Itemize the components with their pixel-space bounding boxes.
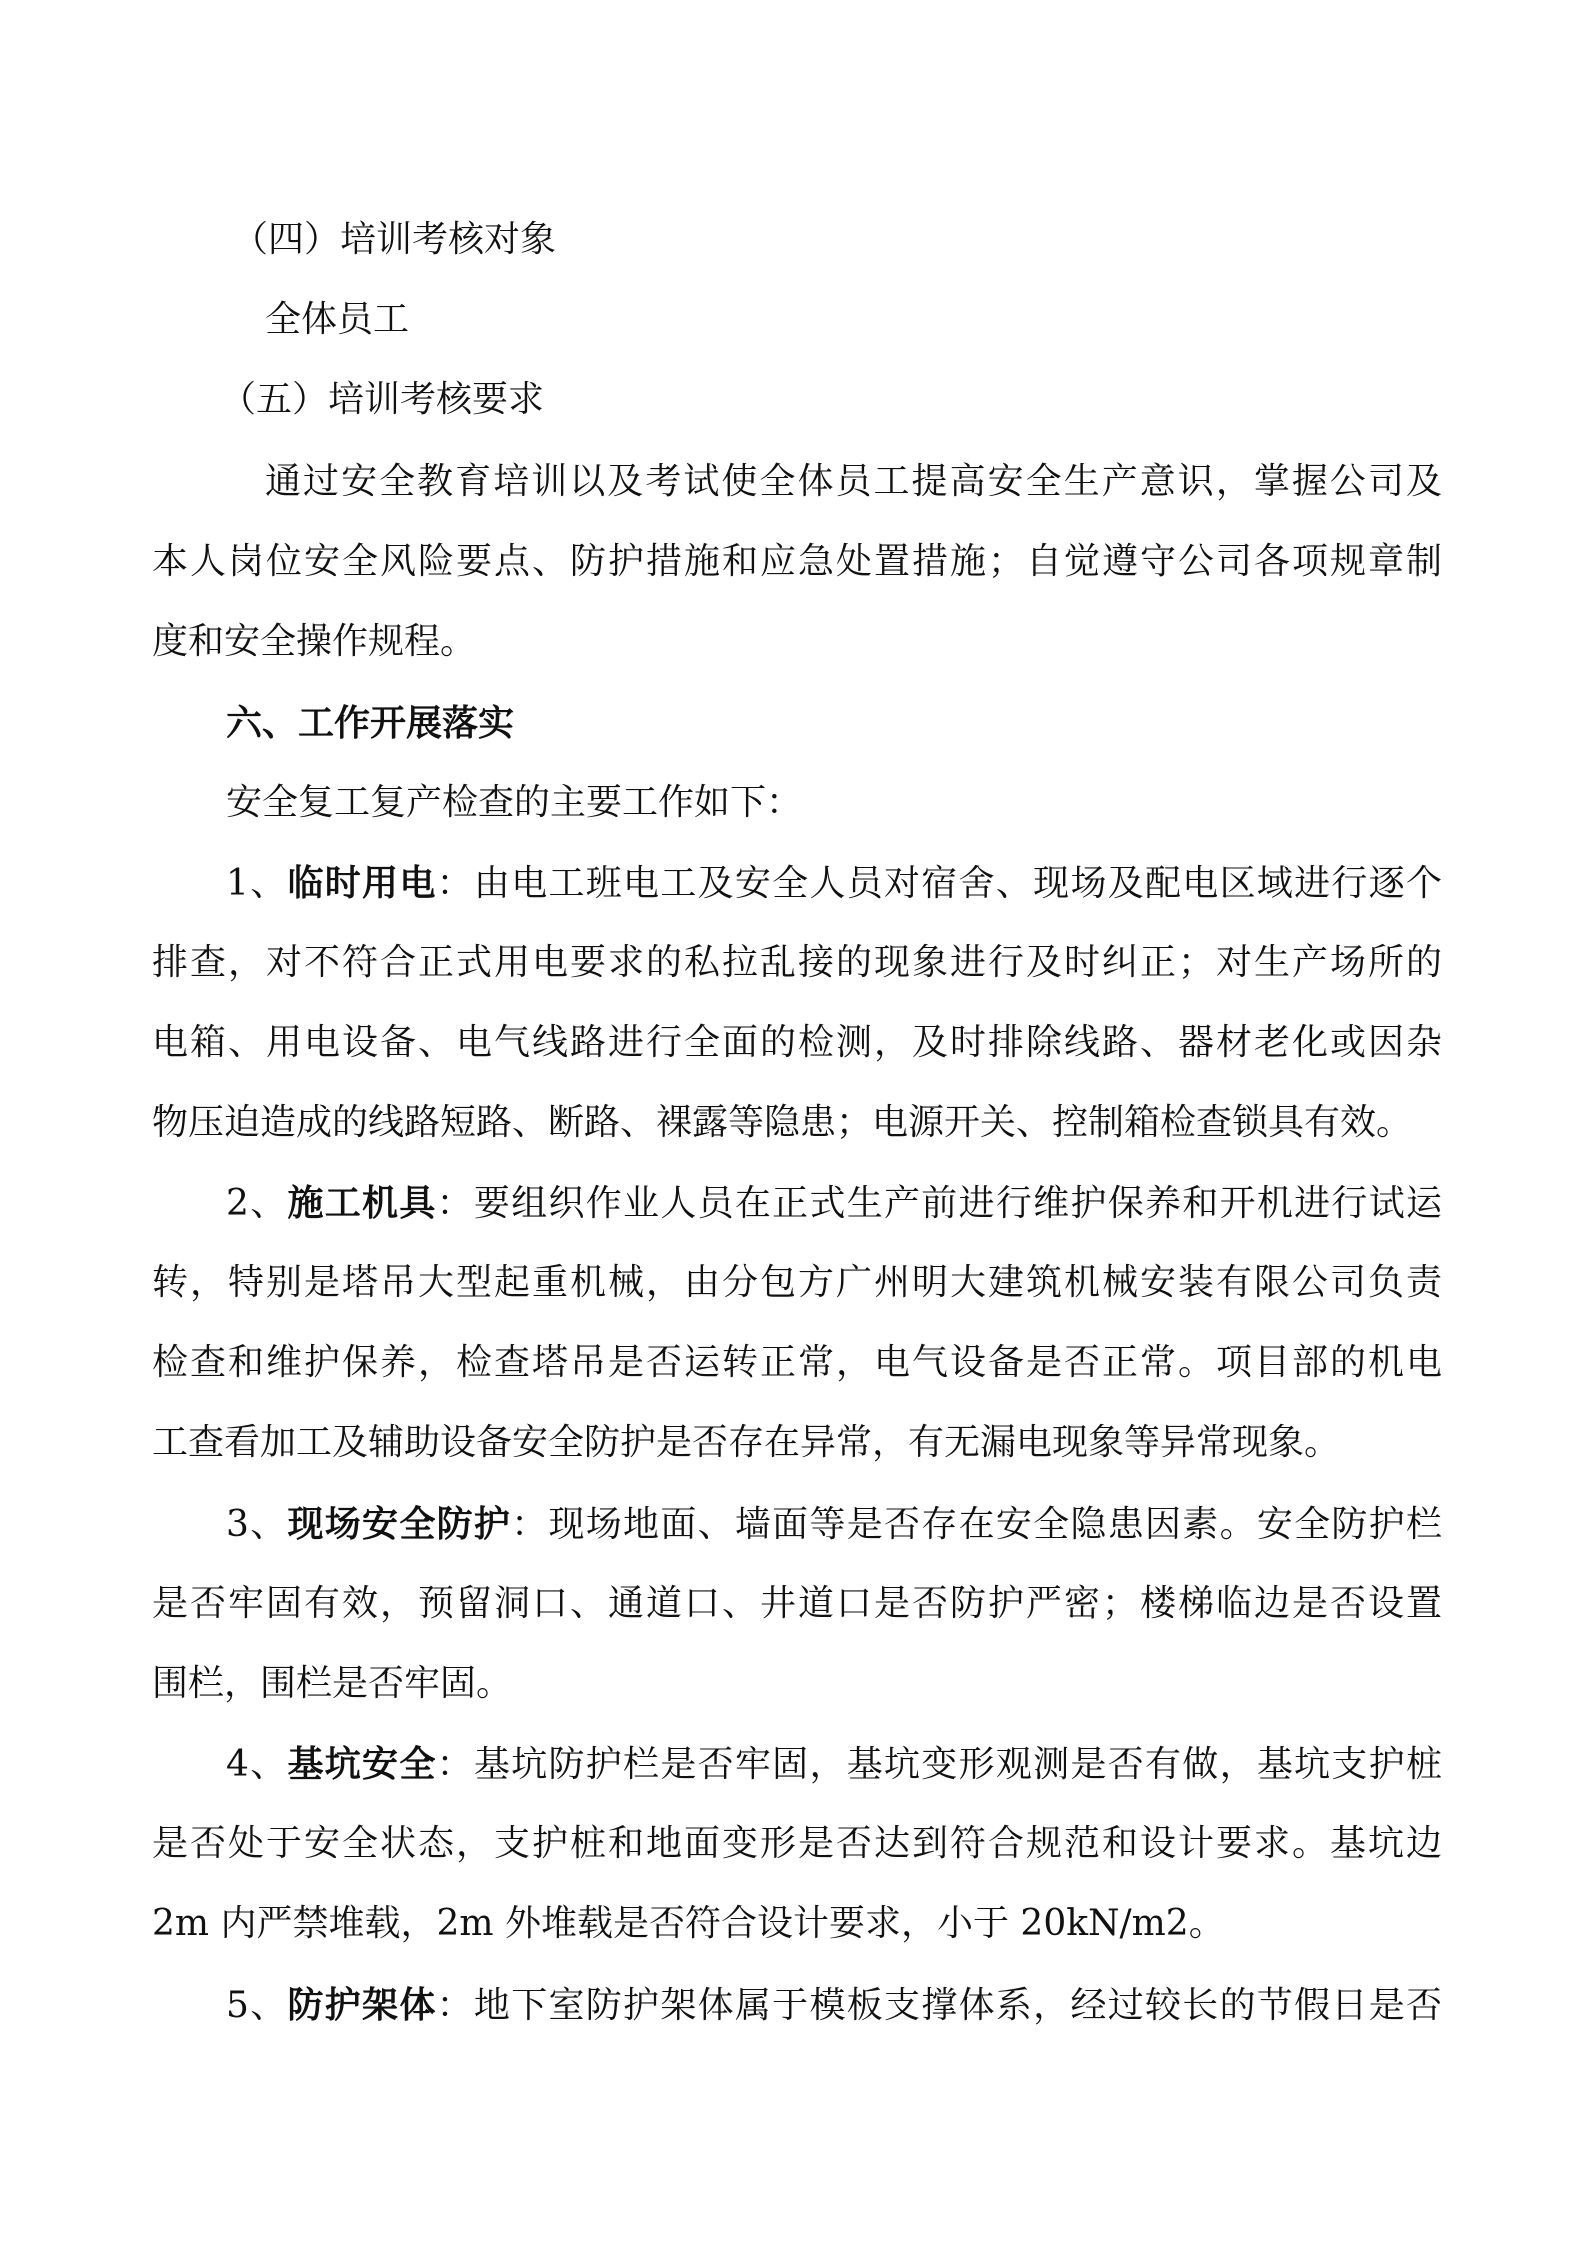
section5-body-line: 通过安全教育培训以及考试使全体员工提高安全生产意识，掌握公司及 xyxy=(265,461,1442,502)
item-title: 基坑安全 xyxy=(287,1743,437,1785)
item-number: 3、 xyxy=(226,1504,288,1545)
section6-intro: 安全复工复产检查的主要工作如下： xyxy=(226,782,803,823)
item-title: 施工机具 xyxy=(287,1182,437,1224)
list-item-line: 转，特别是塔吊大型起重机械，由分包方广州明大建筑机械安装有限公司负责 xyxy=(152,1262,1442,1303)
item-number: 5、 xyxy=(226,1985,288,2026)
item-title: 现场安全防护 xyxy=(287,1503,512,1545)
item-text: ：现场地面、墙面等是否存在安全隐患因素。安全防护栏 xyxy=(511,1504,1442,1545)
item-title: 防护架体 xyxy=(287,1984,437,2026)
section5-heading: （五）培训考核要求 xyxy=(220,379,545,420)
list-item-line: 是否处于安全状态，支护桩和地面变形是否达到符合规范和设计要求。基坑边 xyxy=(152,1823,1442,1864)
item-text: ：地下室防护架体属于模板支撑体系，经过较长的节假日是否 xyxy=(436,1985,1442,2026)
list-item-line: 围栏，围栏是否牢固。 xyxy=(152,1663,513,1704)
section4-heading: （四）培训考核对象 xyxy=(232,219,557,260)
list-item-line: 电箱、用电设备、电气线路进行全面的检测，及时排除线路、器材老化或因杂 xyxy=(152,1022,1442,1063)
list-item-line: 工查看加工及辅助设备安全防护是否存在异常，有无漏电现象等异常现象。 xyxy=(152,1422,1341,1463)
item-title: 临时用电 xyxy=(287,862,437,904)
list-item-first-line xyxy=(226,1502,1442,1547)
section5-body-line: 度和安全操作规程。 xyxy=(152,621,477,662)
item-text: ：由电工班电工及安全人员对宿舍、现场及配电区域进行逐个 xyxy=(436,863,1442,904)
list-item-line: 2m 内严禁堆载，2m 外堆载是否符合设计要求，小于 20kN/m2。 xyxy=(152,1903,1225,1944)
list-item-line: 排查，对不符合正式用电要求的私拉乱接的现象进行及时纠正；对生产场所的 xyxy=(152,942,1442,983)
item-number: 4、 xyxy=(226,1744,288,1785)
item-number: 2、 xyxy=(226,1183,288,1224)
list-item-first-line xyxy=(226,1983,1442,2028)
section6-heading: 六、工作开展落实 xyxy=(226,702,515,744)
list-item-line: 是否牢固有效，预留洞口、通道口、井道口是否防护严密；楼梯临边是否设置 xyxy=(152,1583,1442,1624)
item-number: 1、 xyxy=(226,863,288,904)
list-item-first-line xyxy=(226,1742,1442,1787)
section5-body-line: 本人岗位安全风险要点、防护措施和应急处置措施；自觉遵守公司各项规章制 xyxy=(152,541,1442,582)
list-item-line: 检查和维护保养，检查塔吊是否运转正常，电气设备是否正常。项目部的机电 xyxy=(152,1342,1442,1383)
section4-body: 全体员工 xyxy=(265,299,410,340)
list-item-first-line xyxy=(226,861,1442,906)
list-item-first-line xyxy=(226,1181,1442,1226)
item-text: ：要组织作业人员在正式生产前进行维护保养和开机进行试运 xyxy=(436,1183,1442,1224)
item-text: ：基坑防护栏是否牢固，基坑变形观测是否有做，基坑支护桩 xyxy=(436,1744,1442,1785)
list-item-line: 物压迫造成的线路短路、断路、裸露等隐患；电源开关、控制箱检查锁具有效。 xyxy=(152,1102,1413,1143)
